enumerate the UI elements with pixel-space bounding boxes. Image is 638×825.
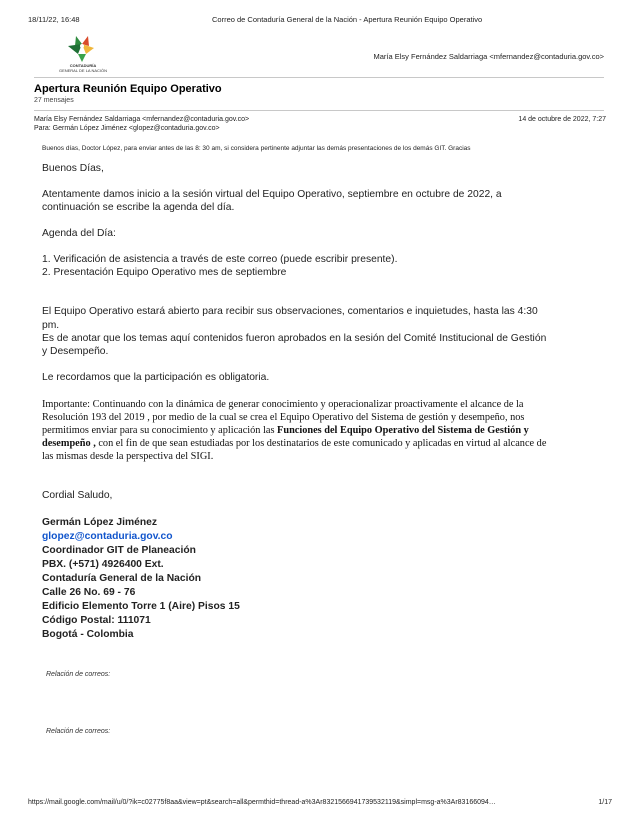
signature-name: Germán López Jiménez	[42, 517, 158, 528]
body-note-line-2: y Desempeño.	[42, 346, 109, 357]
body-note-line-1: Es de anotar que los temas aquí contenidos fueron aprobados en la sesión del Comité Institucional de Gestión	[42, 333, 547, 344]
message-count: 27 mensajes	[34, 97, 74, 104]
important-line-1: Importante: Continuando con la dinámica de generar conocimiento y operacionalizar proactivamente el alcance de la	[42, 399, 524, 410]
important-line-2: Resolución 193 del 2019 , por medio de la cual se crea el Equipo Operativo del Sistema de gestión y desempeño, nos	[42, 412, 525, 423]
message-date: 14 de octubre de 2022, 7:27	[518, 116, 606, 123]
print-datetime: 18/11/22, 16:48	[28, 15, 80, 24]
agenda-item-2: 2. Presentación Equipo Operativo mes de septiembre	[42, 267, 287, 278]
header-divider	[34, 77, 604, 78]
agenda-title: Agenda del Día:	[42, 228, 116, 239]
signature-postal: Código Postal: 111071	[42, 615, 151, 626]
relacion-correos-1: Relación de correos:	[46, 671, 111, 678]
body-open-line-1: El Equipo Operativo estará abierto para recibir sus observaciones, comentarios e inquietudes, hasta las 4:30	[42, 306, 538, 317]
important-line-5: las mismas desde la perspectiva del SIGI.	[42, 451, 214, 462]
signature-city: Bogotá - Colombia	[42, 629, 134, 640]
signature-role: Coordinador GIT de Planeación	[42, 545, 196, 556]
signature-org: Contaduría General de la Nación	[42, 573, 202, 584]
footer-url: https://mail.google.com/mail/u/0/?ik=c02775f8aa&view=pt&search=all&permthid=thread-a%3Ar8321566941739532119&simpl=msg-a%3Ar83166094…	[28, 799, 496, 806]
message-snippet: Buenos días, Doctor López, para enviar antes de las 8: 30 am, si considera pertinente adjuntar las demás presentaciones de los demás GIT. Gracias	[42, 145, 471, 152]
signature-building: Edificio Elemento Torre 1 (Aire) Pisos 15	[42, 601, 240, 612]
important-line-3: permitimos enviar para su conocimiento y aplicación las Funciones del Equipo Operativo del Sistema de Gestión y	[42, 425, 529, 436]
logo-caption: CONTADURÍA GENERAL DE LA NACIÓN	[58, 63, 108, 73]
account-email: María Elsy Fernández Saldarriaga <mfernandez@contaduria.gov.co>	[373, 52, 604, 61]
body-intro-line-1: Atentamente damos inicio a la sesión virtual del Equipo Operativo, septiembre en octubre de 2022, a	[42, 189, 502, 200]
signature	[42, 516, 240, 642]
desempeno-bold: desempeño ,	[42, 438, 96, 449]
message-to: Para: Germán López Jiménez <glopez@contaduria.gov.co>	[34, 125, 220, 132]
body-open-line-2: pm.	[42, 320, 60, 331]
signature-phone: PBX. (+571) 4926400 Ext.	[42, 559, 164, 570]
important-line-4: desempeño , con el fin de que sean estudiadas por los destinatarios de este comunicado y aplicadas en virtud al alcance de	[42, 438, 547, 449]
body-intro-line-2: continuación se escribe la agenda del día.	[42, 202, 235, 213]
functions-bold: Funciones del Equipo Operativo del Sistema de Gestión y	[277, 425, 529, 436]
agenda-item-1: 1. Verificación de asistencia a través de este correo (puede escribir presente).	[42, 254, 398, 265]
signature-email-link[interactable]: glopez@contaduria.gov.co	[42, 531, 173, 542]
print-title: Correo de Contaduría General de la Nación - Apertura Reunión Equipo Operativo	[212, 15, 483, 24]
footer-page-number: 1/17	[598, 799, 612, 806]
body-mandatory: Le recordamos que la participación es obligatoria.	[42, 372, 270, 383]
body-greeting: Buenos Días,	[42, 163, 104, 174]
thread-subject: Apertura Reunión Equipo Operativo	[34, 83, 222, 95]
message-from: María Elsy Fernández Saldarriaga <mfernandez@contaduria.gov.co>	[34, 116, 250, 123]
relacion-correos-2: Relación de correos:	[46, 728, 111, 735]
body-closing: Cordial Saludo,	[42, 490, 113, 501]
message-divider	[34, 110, 604, 111]
signature-address: Calle 26 No. 69 - 76	[42, 587, 136, 598]
